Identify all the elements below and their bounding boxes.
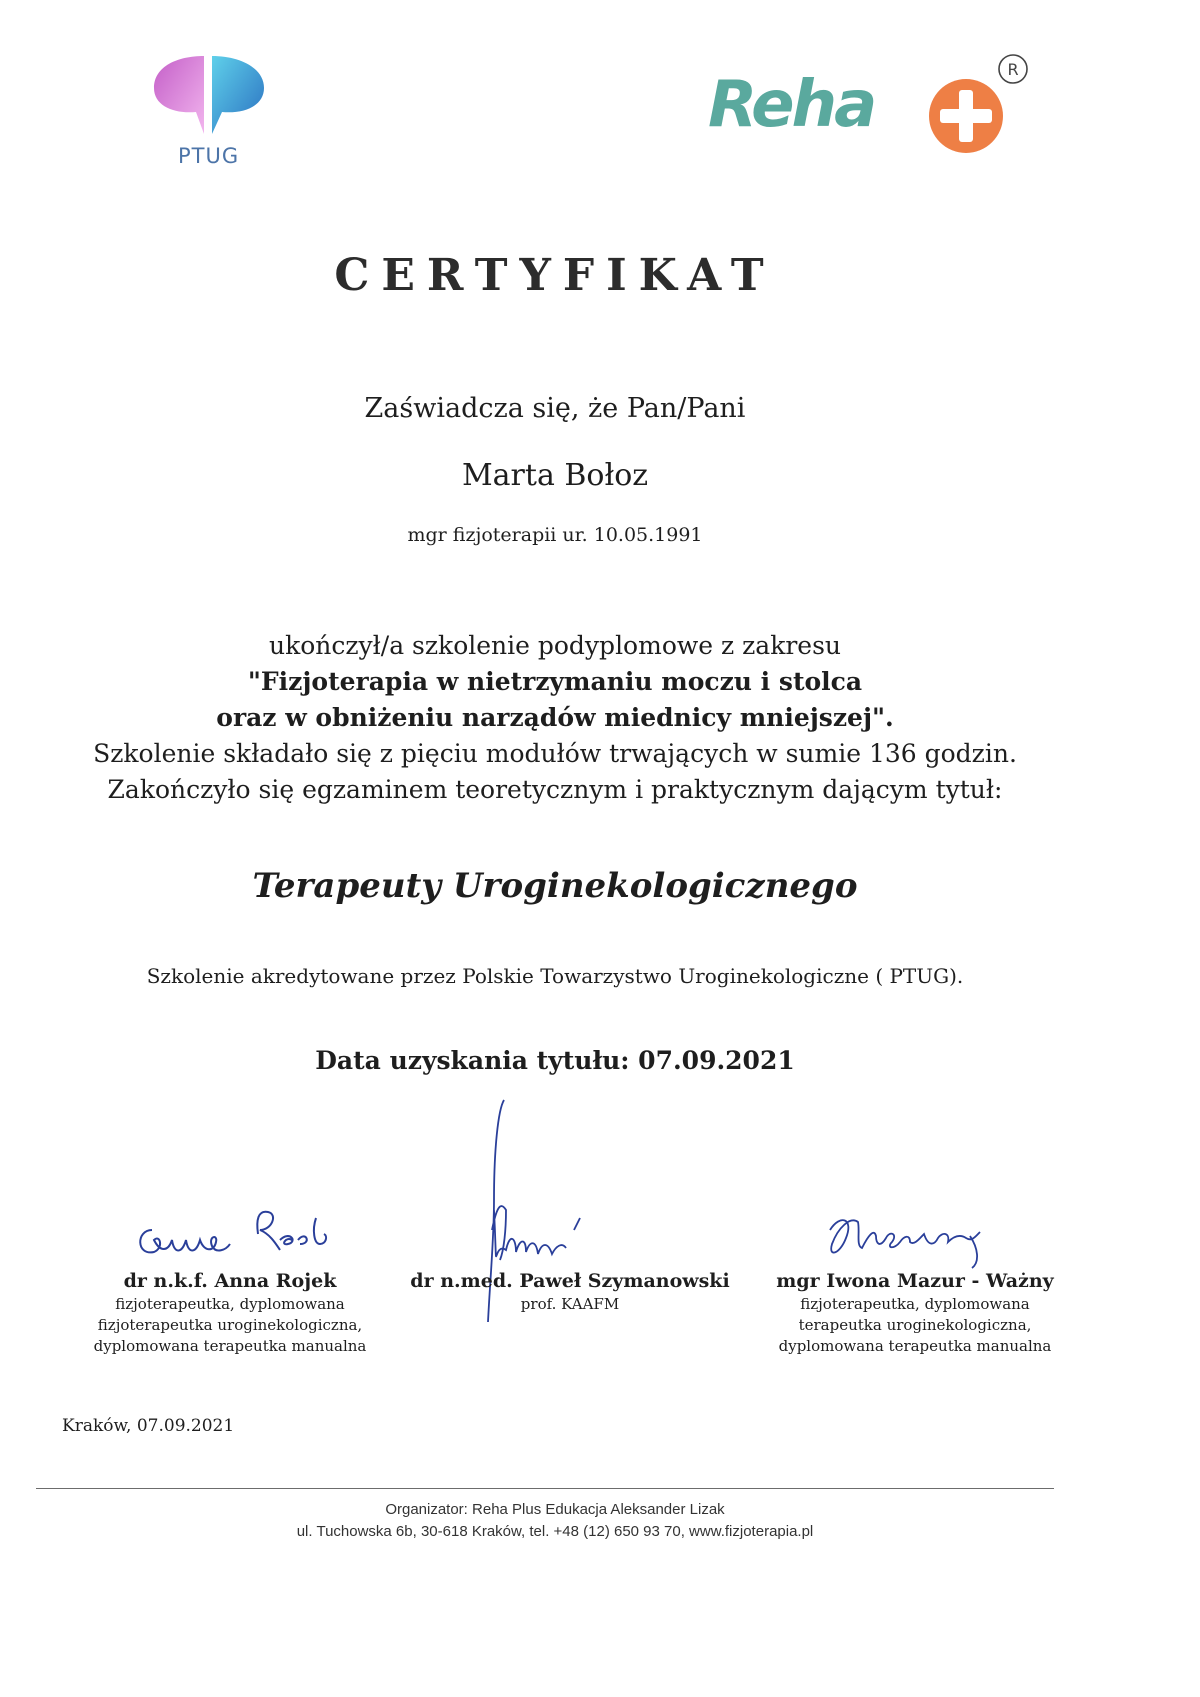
footer-organizer: Organizator: Reha Plus Edukacja Aleksander Lizak <box>385 1501 725 1518</box>
signatory-anna-rojek <box>60 1268 400 1357</box>
footer-divider <box>36 1488 1054 1489</box>
date-obtained: Data uzyskania tytułu: 07.09.2021 <box>315 1046 795 1075</box>
completed-line: ukończył/a szkolenie podyplomowe z zakresu <box>268 631 842 660</box>
signature-anna-rojek <box>130 1200 350 1270</box>
signatory-name: mgr Iwona Mazur - Ważny <box>776 1270 1054 1292</box>
course-name-line-2: oraz w obniżeniu narządów miednicy mniejszej". <box>216 703 894 732</box>
footer-address: ul. Tuchowska 6b, 30-618 Kraków, tel. +48 (12) 650 93 70, www.fizjoterapia.pl <box>296 1523 814 1540</box>
reha-logo-text: Reha <box>708 68 875 142</box>
ptug-speech-mark-icon <box>148 48 268 148</box>
signatory-name: dr n.k.f. Anna Rojek <box>123 1270 337 1292</box>
registered-mark-icon <box>996 52 1030 86</box>
signatory-iwona-mazur-wazny <box>745 1268 1085 1357</box>
course-name-line-1: "Fizjoterapia w nietrzymaniu moczu i stolca <box>247 667 863 696</box>
certificate-title: CERTYFIKAT <box>334 250 776 301</box>
signatory-line: prof. KAAFM <box>520 1295 620 1313</box>
signatory-name: dr n.med. Paweł Szymanowski <box>410 1270 730 1292</box>
signatory-line: fizjoterapeutka, dyplomowana <box>115 1295 345 1313</box>
exam-line: Zakończyło się egzaminem teoretycznym i praktycznym dającym tytuł: <box>107 775 1003 804</box>
attest-line: Zaświadcza się, że Pan/Pani <box>364 393 746 424</box>
signatory-line: fizjoterapeutka uroginekologiczna, <box>97 1316 363 1334</box>
ptug-logo-text: PTUG <box>178 144 240 168</box>
signatory-line: fizjoterapeutka, dyplomowana <box>800 1295 1030 1313</box>
place-and-date: Kraków, 07.09.2021 <box>62 1416 235 1436</box>
recipient-degree: mgr fizjoterapii ur. 10.05.1991 <box>407 524 703 546</box>
signatory-line: dyplomowana terapeutka manualna <box>93 1337 367 1355</box>
modules-line: Szkolenie składało się z pięciu modułów trwających w sumie 136 godzin. <box>93 739 1017 768</box>
signatory-pawel-szymanowski <box>400 1268 740 1315</box>
svg-text:R: R <box>1007 60 1019 79</box>
accreditation-line: Szkolenie akredytowane przez Polskie Towarzystwo Uroginekologiczne ( PTUG). <box>146 964 964 988</box>
ptug-logo <box>148 48 268 176</box>
plus-circle-icon <box>926 76 1006 156</box>
recipient-name: Marta Bołoz <box>461 458 649 493</box>
reha-plus-logo <box>700 48 1040 166</box>
signatory-line: dyplomowana terapeutka manualna <box>778 1337 1052 1355</box>
degree-title: Terapeuty Uroginekologicznego <box>252 866 858 906</box>
signatory-line: terapeutka uroginekologiczna, <box>798 1316 1032 1334</box>
